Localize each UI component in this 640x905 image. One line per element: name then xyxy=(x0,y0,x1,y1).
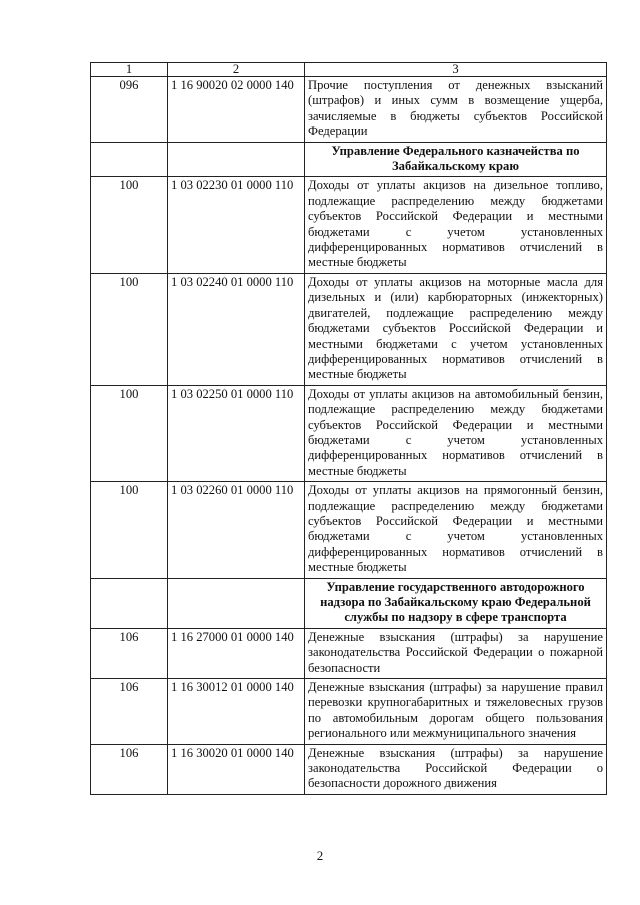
header-col-3: 3 xyxy=(305,63,607,77)
section-row xyxy=(91,578,607,628)
empty-cell xyxy=(168,578,305,628)
table-row xyxy=(91,482,607,578)
table-row xyxy=(91,77,607,143)
empty-cell xyxy=(168,142,305,177)
description-cell: Денежные взыскания (штрафы) за нарушение законодательства Российской Федерации о безопасности дорожного движения xyxy=(305,744,607,794)
description-cell: Денежные взыскания (штрафы) за нарушение правил перевозки крупногабаритных и тяжеловесных грузов по автомобильным дорогам общего пользования регионального или межмуниципального значения xyxy=(305,679,607,745)
header-col-1: 1 xyxy=(91,63,168,77)
description-cell: Доходы от уплаты акцизов на прямогонный бензин, подлежащие распределению между бюджетами субъектов Российской Федерации и местными бюджетами с учетом установленных дифференцированных нормативов отчислений в местные бюджеты xyxy=(305,482,607,578)
empty-cell xyxy=(91,142,168,177)
admin-code-cell: 106 xyxy=(91,628,168,678)
description-cell: Денежные взыскания (штрафы) за нарушение законодательства Российской Федерации о пожарной безопасности xyxy=(305,628,607,678)
kbk-code-cell: 1 03 02240 01 0000 110 xyxy=(168,273,305,385)
revenue-code-table xyxy=(90,62,607,795)
description-cell: Прочие поступления от денежных взысканий (штрафов) и иных сумм в возмещение ущерба, зачисляемые в бюджеты субъектов Российской Федерации xyxy=(305,77,607,143)
table-row xyxy=(91,273,607,385)
admin-code-cell: 100 xyxy=(91,273,168,385)
kbk-code-cell: 1 16 30012 01 0000 140 xyxy=(168,679,305,745)
description-cell: Доходы от уплаты акцизов на моторные масла для дизельных и (или) карбюраторных (инжекторных) двигателей, подлежащие распределению между бюджетами субъектов Российской Федерации и местными бюджетами с учетом установленных дифференцированных нормативов отчислений в местные бюджеты xyxy=(305,273,607,385)
admin-code-cell: 100 xyxy=(91,177,168,273)
section-heading: Управление Федерального казначейства по Забайкальскому краю xyxy=(305,142,607,177)
table-row xyxy=(91,177,607,273)
table-row xyxy=(91,385,607,481)
admin-code-cell: 106 xyxy=(91,744,168,794)
table-header-row xyxy=(91,63,607,77)
page-number: 2 xyxy=(316,848,324,863)
kbk-code-cell: 1 03 02230 01 0000 110 xyxy=(168,177,305,273)
table-row xyxy=(91,744,607,794)
kbk-code-cell: 1 16 27000 01 0000 140 xyxy=(168,628,305,678)
section-heading: Управление государственного автодорожного надзора по Забайкальскому краю Федеральной службы по надзору в сфере транспорта xyxy=(305,578,607,628)
table-row xyxy=(91,679,607,745)
admin-code-cell: 100 xyxy=(91,385,168,481)
description-cell: Доходы от уплаты акцизов на дизельное топливо, подлежащие распределению между бюджетами субъектов Российской Федерации и местными бюджетами с учетом установленных дифференцированных нормативов отчислений в местные бюджеты xyxy=(305,177,607,273)
kbk-code-cell: 1 03 02260 01 0000 110 xyxy=(168,482,305,578)
table-row xyxy=(91,628,607,678)
empty-cell xyxy=(91,578,168,628)
kbk-code-cell: 1 03 02250 01 0000 110 xyxy=(168,385,305,481)
admin-code-cell: 096 xyxy=(91,77,168,143)
header-col-2: 2 xyxy=(168,63,305,77)
admin-code-cell: 100 xyxy=(91,482,168,578)
kbk-code-cell: 1 16 30020 01 0000 140 xyxy=(168,744,305,794)
description-cell: Доходы от уплаты акцизов на автомобильный бензин, подлежащие распределению между бюджетами субъектов Российской Федерации и местными бюджетами с учетом установленных дифференцированных нормативов отчислений в местные бюджеты xyxy=(305,385,607,481)
kbk-code-cell: 1 16 90020 02 0000 140 xyxy=(168,77,305,143)
section-row xyxy=(91,142,607,177)
admin-code-cell: 106 xyxy=(91,679,168,745)
